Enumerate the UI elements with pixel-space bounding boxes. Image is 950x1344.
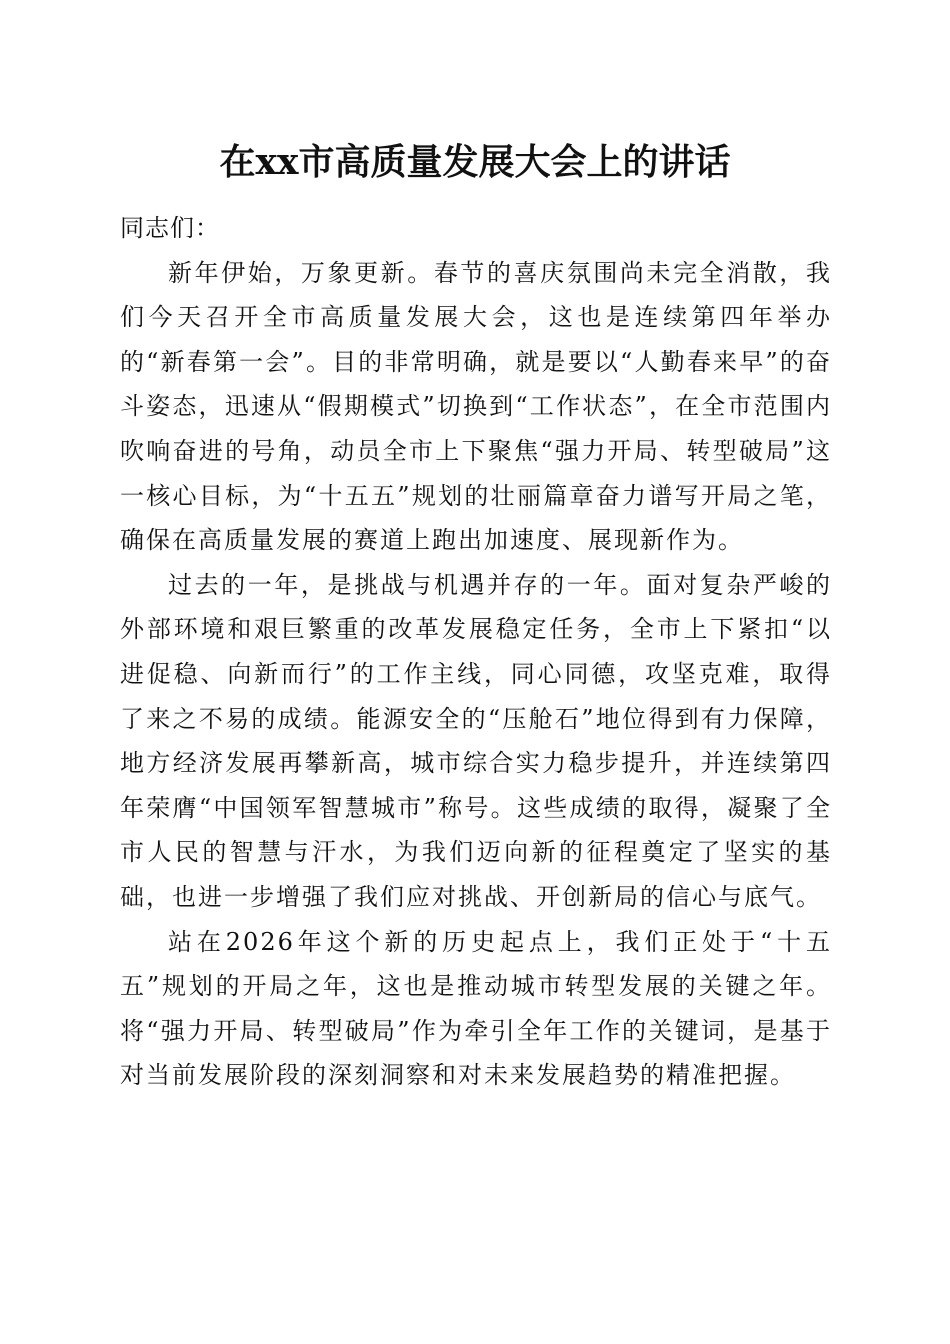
document-body [120,206,832,1098]
salutation: 同志们： [120,214,220,242]
paragraph-1: 新年伊始，万象更新。春节的喜庆氛围尚未完全消散，我们今天召开全市高质量发展大会，这也是连续第四年举办的“新春第一会”。目的非常明确，就是要以“人勤春来早”的奋斗姿态，迅速从“假期模式”切换到“工作状态”，在全市范围内吹响奋进的号角，动员全市上下聚焦“强力开局、转型破局”这一核心目标，为“十五五”规划的壮丽篇章奋力谱写开局之笔，确保在高质量发展的赛道上跑出加速度、展现新作为。 [120,258,832,555]
paragraph-3: 站在2026年这个新的历史起点上，我们正处于“十五五”规划的开局之年，这也是推动城市转型发展的关键之年。将“强力开局、转型破局”作为牵引全年工作的关键词，是基于对当前发展阶段的深刻洞察和对未来发展趋势的精准把握。 [120,927,832,1090]
document-title: 在xx市高质量发展大会上的讲话 [219,141,731,183]
paragraph-2: 过去的一年，是挑战与机遇并存的一年。面对复杂严峻的外部环境和艰巨繁重的改革发展稳定任务，全市上下紧扣“以进促稳、向新而行”的工作主线，同心同德，攻坚克难，取得了来之不易的成绩。能源安全的“压舱石”地位得到有力保障，地方经济发展再攀新高，城市综合实力稳步提升，并连续第四年荣膺“中国领军智慧城市”称号。这些成绩的取得，凝聚了全市人民的智慧与汗水，为我们迈向新的征程奠定了坚实的基础，也进一步增强了我们应对挑战、开创新局的信心与底气。 [120,570,832,911]
